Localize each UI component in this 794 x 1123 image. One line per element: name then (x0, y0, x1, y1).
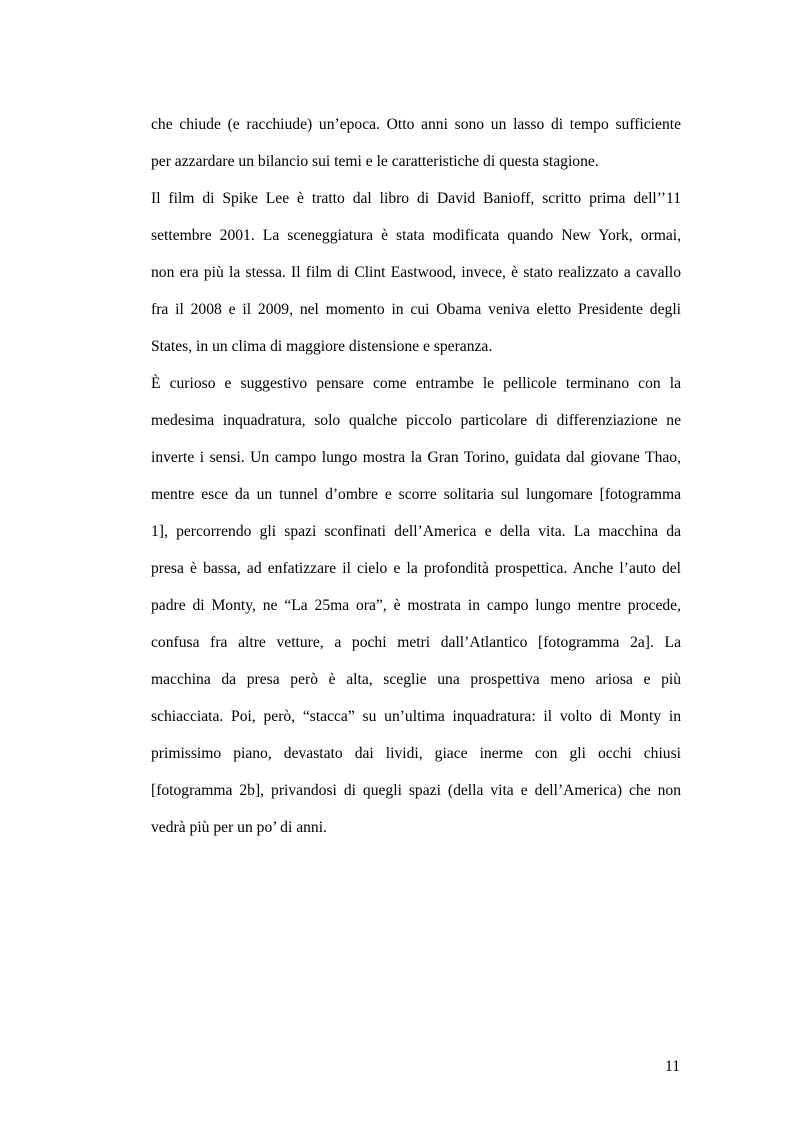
text-line: padre di Monty, ne “La 25ma ora”, è mostrata in campo lungo mentre procede, (151, 597, 681, 614)
text-line: fra il 2008 e il 2009, nel momento in cui Obama veniva eletto Presidente degli (151, 301, 681, 318)
text-line: medesima inquadratura, solo qualche piccolo particolare di differenziazione ne (151, 412, 681, 429)
text-line: settembre 2001. La sceneggiatura è stata modificata quando New York, ormai, (151, 227, 681, 244)
text-line: vedrà più per un po’ di anni. (151, 819, 327, 836)
text-line: confusa fra altre vetture, a pochi metri dall’Atlantico [fotogramma 2a]. La (151, 634, 681, 651)
body-text (151, 106, 681, 846)
text-line: primissimo piano, devastato dai lividi, giace inerme con gli occhi chiusi (151, 745, 681, 762)
text-line: È curioso e suggestivo pensare come entrambe le pellicole terminano con la (151, 375, 681, 392)
page-number: 11 (664, 1058, 680, 1075)
text-line: per azzardare un bilancio sui temi e le caratteristiche di questa stagione. (151, 153, 599, 170)
text-line: presa è bassa, ad enfatizzare il cielo e la profondità prospettica. Anche l’auto del (151, 560, 681, 577)
text-line: States, in un clima di maggiore distensione e speranza. (151, 338, 493, 355)
text-line: mentre esce da un tunnel d’ombre e scorre solitaria sul lungomare [fotogramma (151, 486, 681, 503)
text-line: [fotogramma 2b], privandosi di quegli spazi (della vita e dell’America) che non (151, 782, 681, 799)
text-line: inverte i sensi. Un campo lungo mostra la Gran Torino, guidata dal giovane Thao, (151, 449, 681, 466)
text-line: che chiude (e racchiude) un’epoca. Otto anni sono un lasso di tempo sufficiente (151, 116, 681, 133)
text-line: Il film di Spike Lee è tratto dal libro di David Banioff, scritto prima dell’’11 (151, 190, 681, 207)
text-line: schiacciata. Poi, però, “stacca” su un’ultima inquadratura: il volto di Monty in (151, 708, 681, 725)
text-line: macchina da presa però è alta, sceglie una prospettiva meno ariosa e più (151, 671, 681, 688)
text-line: non era più la stessa. Il film di Clint Eastwood, invece, è stato realizzato a cavallo (151, 264, 681, 281)
text-line: 1], percorrendo gli spazi sconfinati dell’America e della vita. La macchina da (151, 523, 681, 540)
